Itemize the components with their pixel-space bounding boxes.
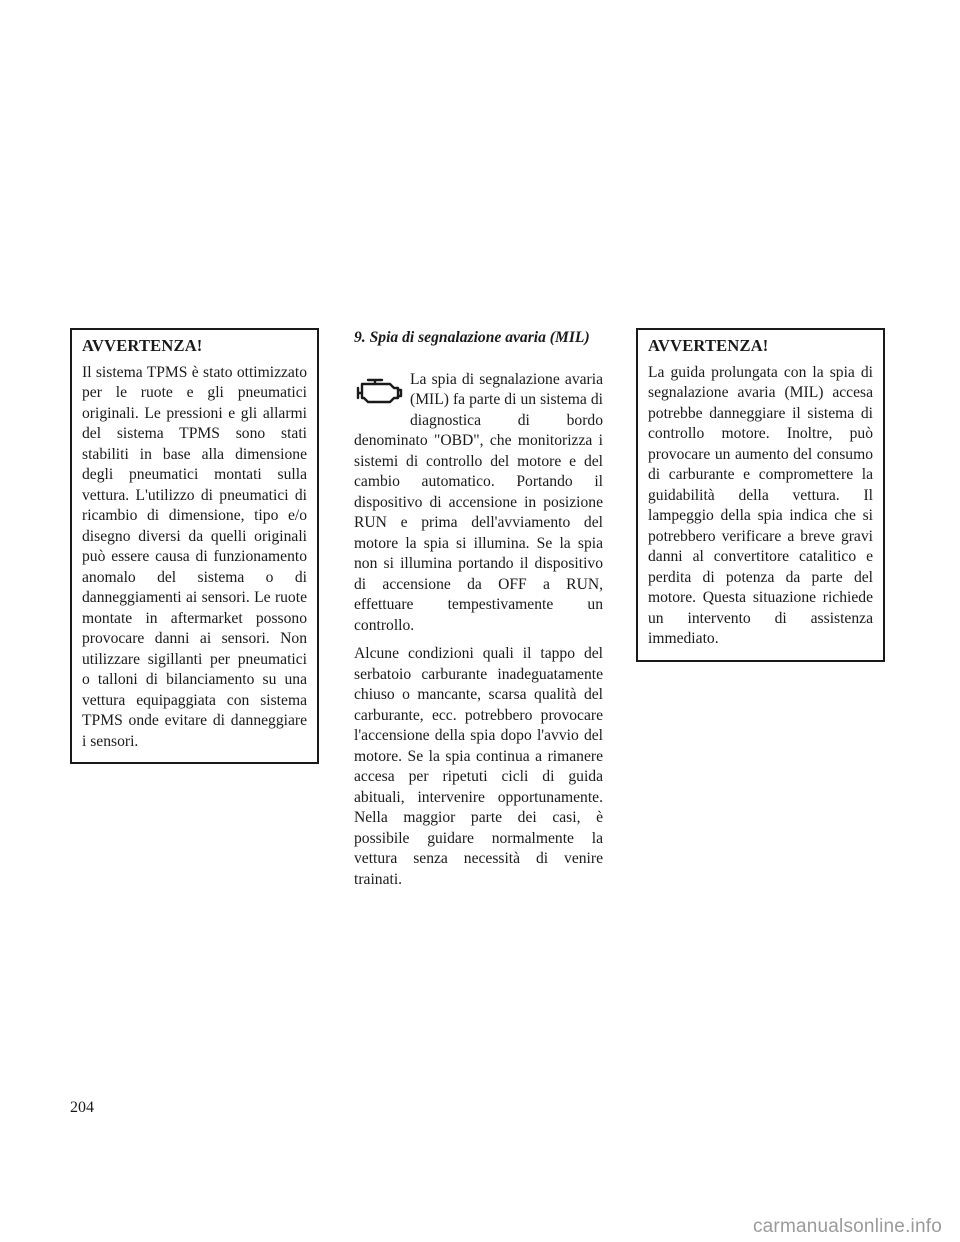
warning-body: La guida prolungata con la spia di segnalazione avaria (MIL) accesa potrebbe danneggiare il sistema di controllo motore. Inoltre, può provocare un aumento del consumo di carburante e compromettere la guidabilità della vettura. Il lampeggio della spia indica che si potrebbero verificare a breve gravi danni al convertitore catalitico e perdita di potenza da parte del motore. Questa situazione richiede un intervento di assistenza immediato. bbox=[648, 363, 873, 647]
tpms-warning-box bbox=[70, 328, 319, 764]
warning-body: Il sistema TPMS è stato ottimizzato per le ruote e gli pneumatici originali. Le pressioni e gli allarmi del sistema TPMS sono stati stabiliti in base alla dimensione degli pneumatici montati sulla vettura. L'utilizzo di pneumatici di ricambio di dimensione, tipo e/o disegno diversi da quelli originali può essere causa di funzionamento anomalo del sistema o di danneggiamenti ai sensori. Le ruote montate in aftermarket possono provocare danni ai sensori. Non utilizzare sigillanti per pneumatici o talloni di bilanciamento su una vettura equipaggiata con sistema TPMS onde evitare di danneggiare i sensori. bbox=[82, 363, 307, 750]
mil-paragraph-2: Alcune condizioni quali il tappo del serbatoio carburante inadeguatamente chiuso o mancante, scarsa qualità del carburante, ecc. potrebbero provocare l'accensione della spia dopo l'avvio del motore. Se la spia continua a rimanere accesa per ripetuti cicli di guida abituali, intervenire opportunamente. Nella maggior parte dei casi, è possibile guidare normalmente la vettura senza necessità di venire trainati. bbox=[354, 645, 603, 888]
mil-paragraph-1: La spia di segnalazione avaria (MIL) fa parte di un sistema di diagnostica di bordo denominato "OBD", che monitorizza i sistemi di controllo del motore e del cambio automatico. Portando il dispositivo di accensione in posizione RUN e prima dell'avviamento del motore la spia si illumina. Se la spia non si illumina portando il dispositivo di accensione da OFF a RUN, effettuare tempestivamente un controllo. bbox=[354, 370, 603, 634]
mil-section bbox=[354, 328, 603, 898]
mil-warning-box bbox=[636, 328, 885, 662]
check-engine-icon bbox=[354, 370, 404, 414]
page-number: 204 bbox=[70, 1099, 94, 1116]
warning-title: AVVERTENZA! bbox=[82, 336, 203, 355]
section-title: 9. Spia di segnalazione avaria (MIL) bbox=[354, 329, 590, 346]
watermark: carmanualsonline.info bbox=[752, 1216, 942, 1237]
warning-title: AVVERTENZA! bbox=[648, 336, 769, 355]
